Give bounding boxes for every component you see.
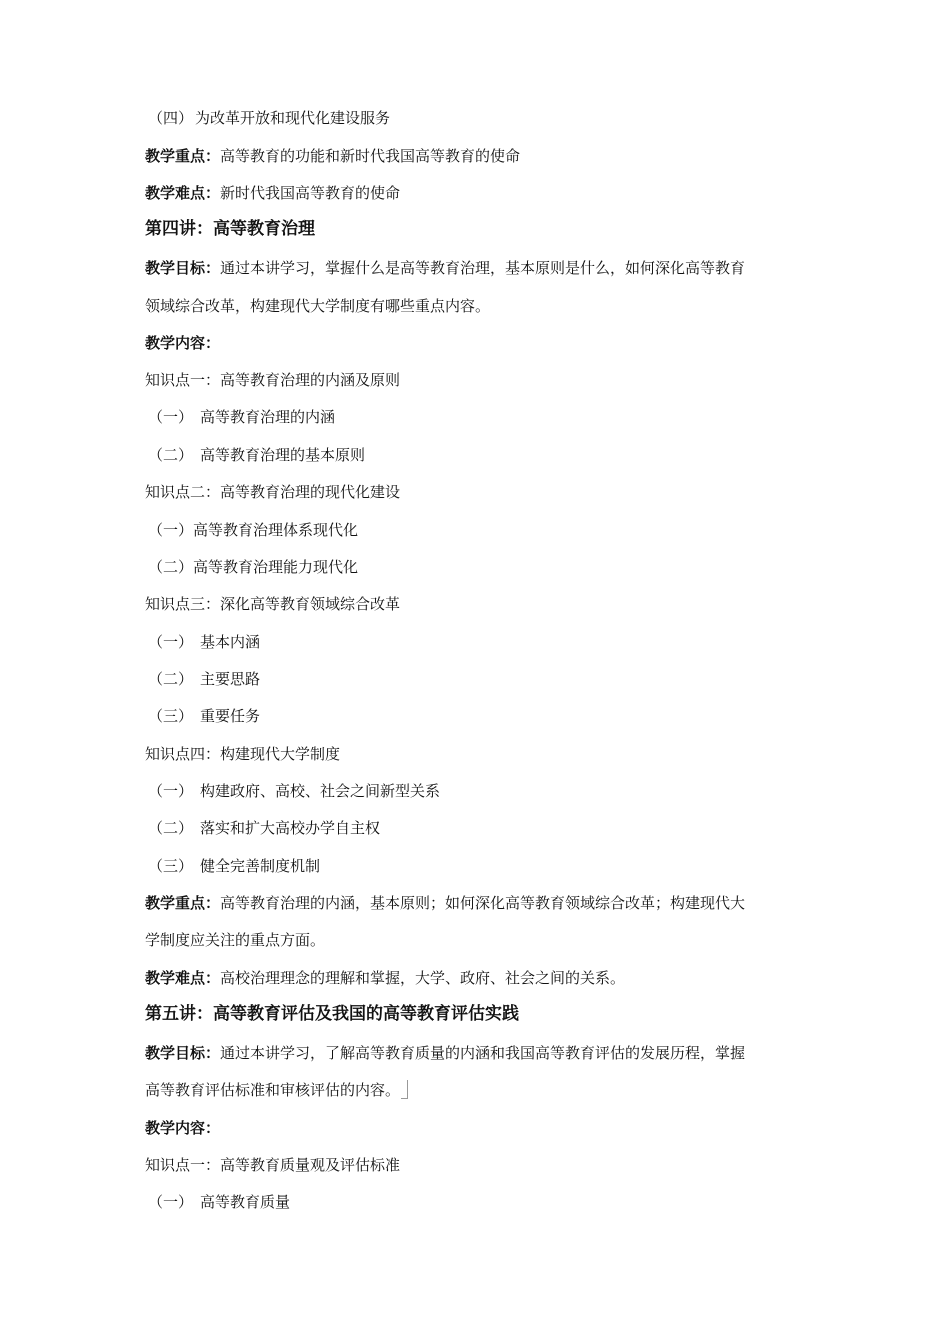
teaching-content-label: 教学内容：	[145, 334, 221, 352]
sub-item	[148, 856, 818, 876]
sub-item	[148, 407, 818, 427]
sub-item-text: 高等教育质量	[200, 1193, 291, 1211]
sub-item	[148, 818, 818, 838]
teaching-focus	[145, 146, 815, 166]
sub-item-number: （二）	[148, 819, 194, 837]
sub-item-number: （三）	[148, 857, 194, 875]
sub-item-text: 高等教育治理的内涵	[200, 408, 336, 426]
sub-item-text: 主要思路	[200, 670, 261, 688]
paragraph-end-mark	[401, 1080, 408, 1099]
sub-item-number: （二）	[148, 670, 194, 688]
field-text: 高等教育评估标准和审核评估的内容。	[145, 1081, 401, 1099]
field-label: 教学目标：	[145, 259, 221, 277]
knowledge-point: 知识点三：深化高等教育领域综合改革	[145, 595, 401, 613]
knowledge-point: 知识点二：高等教育治理的现代化建设	[145, 483, 401, 501]
lecture-5-heading: 第五讲：高等教育评估及我国的高等教育评估实践	[145, 1004, 519, 1024]
lecture-4-heading: 第四讲：高等教育治理	[145, 219, 315, 239]
teaching-objective-continued	[145, 1080, 815, 1100]
field-label: 教学重点：	[145, 147, 221, 165]
teaching-content-label: 教学内容：	[145, 1119, 221, 1137]
field-text: 高等教育治理的内涵，基本原则；如何深化高等教育领域综合改革；构建现代大	[220, 894, 746, 912]
sub-item	[148, 632, 818, 652]
teaching-difficulty	[145, 183, 815, 203]
sub-item-text: 落实和扩大高校办学自主权	[200, 819, 381, 837]
field-text: 通过本讲学习，了解高等教育质量的内涵和我国高等教育评估的发展历程，掌握	[220, 1044, 746, 1062]
field-label: 教学难点：	[145, 969, 221, 987]
sub-item-text: 健全完善制度机制	[200, 857, 321, 875]
teaching-objective	[145, 258, 815, 278]
teaching-focus-continued: 学制度应关注的重点方面。	[145, 931, 326, 949]
teaching-objective-continued: 领域综合改革，构建现代大学制度有哪些重点内容。	[145, 297, 491, 315]
sub-item-number: （四）	[148, 109, 194, 127]
knowledge-point: 知识点一：高等教育质量观及评估标准	[145, 1156, 401, 1174]
sub-item-text: 为改革开放和现代化建设服务	[195, 109, 391, 127]
field-text: 高校治理理念的理解和掌握，大学、政府、社会之间的关系。	[220, 969, 626, 987]
sub-item	[148, 669, 818, 689]
sub-item-text: 构建政府、高校、社会之间新型关系	[200, 782, 441, 800]
sub-item-number: （一）	[148, 408, 194, 426]
sub-item-text: 重要任务	[200, 707, 261, 725]
field-label: 教学难点：	[145, 184, 221, 202]
sub-item-text: 基本内涵	[200, 633, 261, 651]
sub-item: （一）高等教育治理体系现代化	[148, 521, 359, 539]
sub-item	[148, 781, 818, 801]
teaching-focus	[145, 893, 815, 913]
sub-item	[148, 706, 818, 726]
knowledge-point: 知识点一：高等教育治理的内涵及原则	[145, 371, 401, 389]
sub-item	[148, 108, 818, 128]
teaching-difficulty	[145, 968, 815, 988]
sub-item	[148, 445, 818, 465]
sub-item-number: （二）	[148, 446, 194, 464]
field-text: 新时代我国高等教育的使命	[220, 184, 401, 202]
sub-item-number: （一）	[148, 1193, 194, 1211]
sub-item: （二）高等教育治理能力现代化	[148, 558, 359, 576]
sub-item-text: 高等教育治理的基本原则	[200, 446, 366, 464]
field-text: 高等教育的功能和新时代我国高等教育的使命	[220, 147, 521, 165]
sub-item-number: （一）	[148, 782, 194, 800]
teaching-objective	[145, 1043, 815, 1063]
field-text: 通过本讲学习，掌握什么是高等教育治理，基本原则是什么，如何深化高等教育	[220, 259, 746, 277]
sub-item	[148, 1192, 818, 1212]
sub-item-number: （一）	[148, 633, 194, 651]
field-label: 教学重点：	[145, 894, 221, 912]
knowledge-point: 知识点四：构建现代大学制度	[145, 745, 341, 763]
field-label: 教学目标：	[145, 1044, 221, 1062]
sub-item-number: （三）	[148, 707, 194, 725]
